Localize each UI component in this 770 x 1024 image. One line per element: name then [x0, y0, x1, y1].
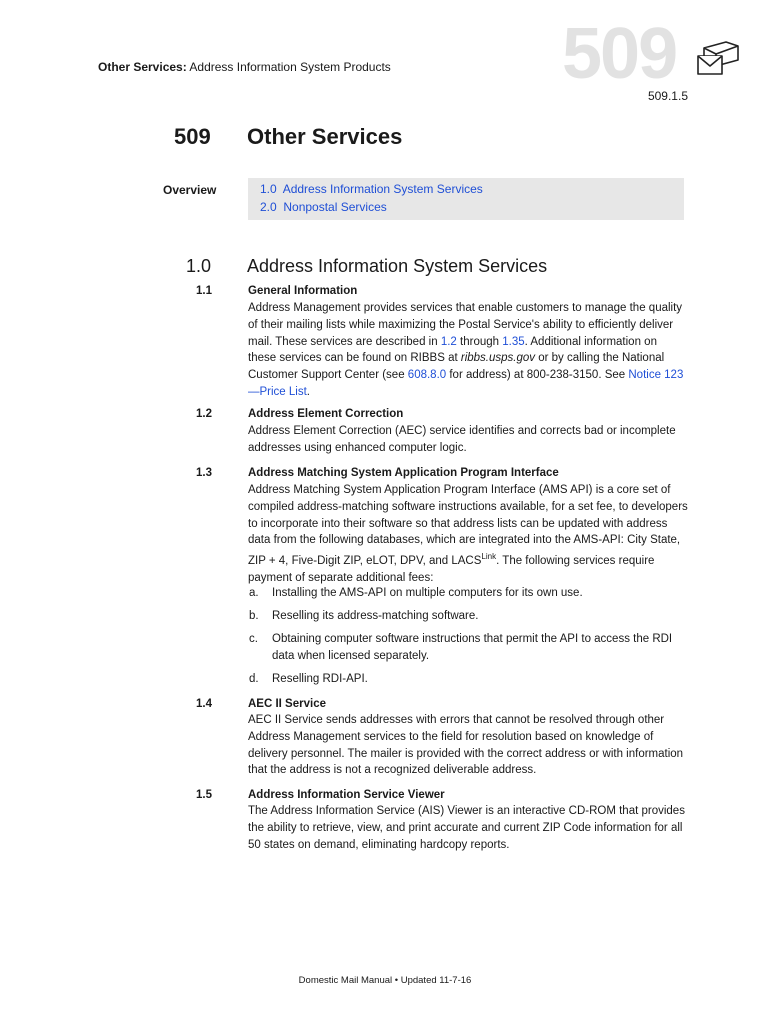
chapter-number: 509: [174, 124, 211, 149]
subsection-heading: Address Element Correction: [248, 408, 404, 420]
link-notice-123[interactable]: Notice 123—Price List: [248, 369, 684, 398]
subsection-number: 1.5: [196, 789, 212, 801]
link-608-8-0[interactable]: 608.8.0: [407, 369, 447, 382]
overview-link-2-0[interactable]: [260, 200, 387, 214]
subsection-heading: Address Matching System Application Program Interface: [248, 467, 559, 479]
subsection-number: 1.2: [196, 408, 212, 420]
list-item-letter: b.: [249, 610, 259, 622]
section-title: Address Information System Services: [247, 256, 548, 276]
list-item-letter: a.: [249, 587, 259, 599]
body-fragment: for address) at 800-238-3150. See: [446, 369, 629, 382]
chapter-title: Other Services: [247, 124, 403, 149]
body-fragment: . The following services require payment of separate additional fees:: [248, 555, 655, 584]
overview-box: [248, 178, 684, 220]
overview-link-1-0[interactable]: [260, 182, 483, 196]
subsection-body: [248, 300, 688, 401]
overview-item[interactable]: [260, 200, 387, 214]
list-item: Obtaining computer software instructions that permit the API to access the RDI data when licensed separately.: [272, 633, 673, 662]
chapter-watermark-number: 509: [562, 14, 677, 94]
overview-label: Overview: [163, 183, 217, 197]
link-1-2[interactable]: 1.2: [440, 335, 457, 348]
subsection-heading: General Information: [248, 285, 358, 297]
page-number: 509.1.5: [647, 89, 688, 103]
link-1-35[interactable]: 1.35: [502, 335, 525, 348]
subsection-heading: Address Information Service Viewer: [248, 789, 445, 801]
subsection-body: Address Element Correction (AEC) service identifies and corrects bad or incomplete addresses using enhanced computer logic.: [248, 425, 676, 454]
subsection-number: 1.4: [196, 698, 212, 710]
subsection-number: 1.1: [196, 285, 212, 297]
subsection-body: The Address Information Service (AIS) Viewer is an interactive CD-ROM that provides the ability to retrieve, view, and print accurate and current ZIP Code information for all 50 states on demand, eliminating hardcopy reports.: [248, 805, 685, 851]
list-item-letter: d.: [249, 673, 259, 685]
overview-item[interactable]: [260, 182, 483, 196]
overview-item-num: 1.0: [260, 182, 277, 196]
running-header-bold: Other Services:: [98, 60, 187, 74]
ribbs-url: ribbs.usps.gov: [460, 352, 536, 365]
page-footer: Domestic Mail Manual • Updated 11-7-16: [298, 975, 472, 986]
running-header-rest: Address Information System Products: [186, 60, 391, 74]
body-fragment: or by calling the National Customer Support Center (see: [248, 352, 665, 382]
body-fragment: Address Management provides services that enable customers to manage the quality of their mailing lists while maximizing the Postal Service's ability to efficiently deliver mail. These services are described in: [248, 302, 683, 348]
overview-item-label: Address Information System Services: [282, 182, 483, 196]
subsection-heading: AEC II Service: [248, 698, 326, 710]
mail-envelope-icon: [696, 38, 740, 76]
list-item: Reselling its address-matching software.: [272, 610, 479, 622]
body-fragment: .: [306, 385, 310, 398]
list-item: Reselling RDI-API.: [272, 673, 368, 685]
body-fragment: . Additional information on these services can be found on RIBBS at: [248, 335, 657, 365]
subsection-body: AEC II Service sends addresses with errors that cannot be resolved through other Address Management services to the field for resolution based on knowledge of delivery personnel. The mailer is provided with the correct address or with information that the address is not a recognized deliverable address.: [248, 714, 684, 777]
overview-item-label: Nonpostal Services: [283, 200, 387, 214]
overview-item-num: 2.0: [260, 200, 277, 214]
subsection-body: [248, 482, 688, 587]
body-fragment: Address Matching System Application Program Interface (AMS API) is a core set of compiled address-matching software instructions available, for a set fee, to developers to incorporate into their software so that address lists can be updated with address data from the following databases, which are integrated into the AMS-API: City State, ZIP + 4, Five-Digit ZIP, eLOT, DPV, and LACS: [248, 484, 688, 568]
body-fragment: through: [456, 335, 503, 348]
superscript-link: Link: [481, 552, 497, 562]
section-number: 1.0: [186, 256, 212, 276]
running-header: [98, 60, 391, 74]
list-item-letter: c.: [249, 633, 258, 645]
list-item: Installing the AMS-API on multiple computers for its own use.: [272, 587, 583, 599]
subsection-number: 1.3: [196, 467, 212, 479]
